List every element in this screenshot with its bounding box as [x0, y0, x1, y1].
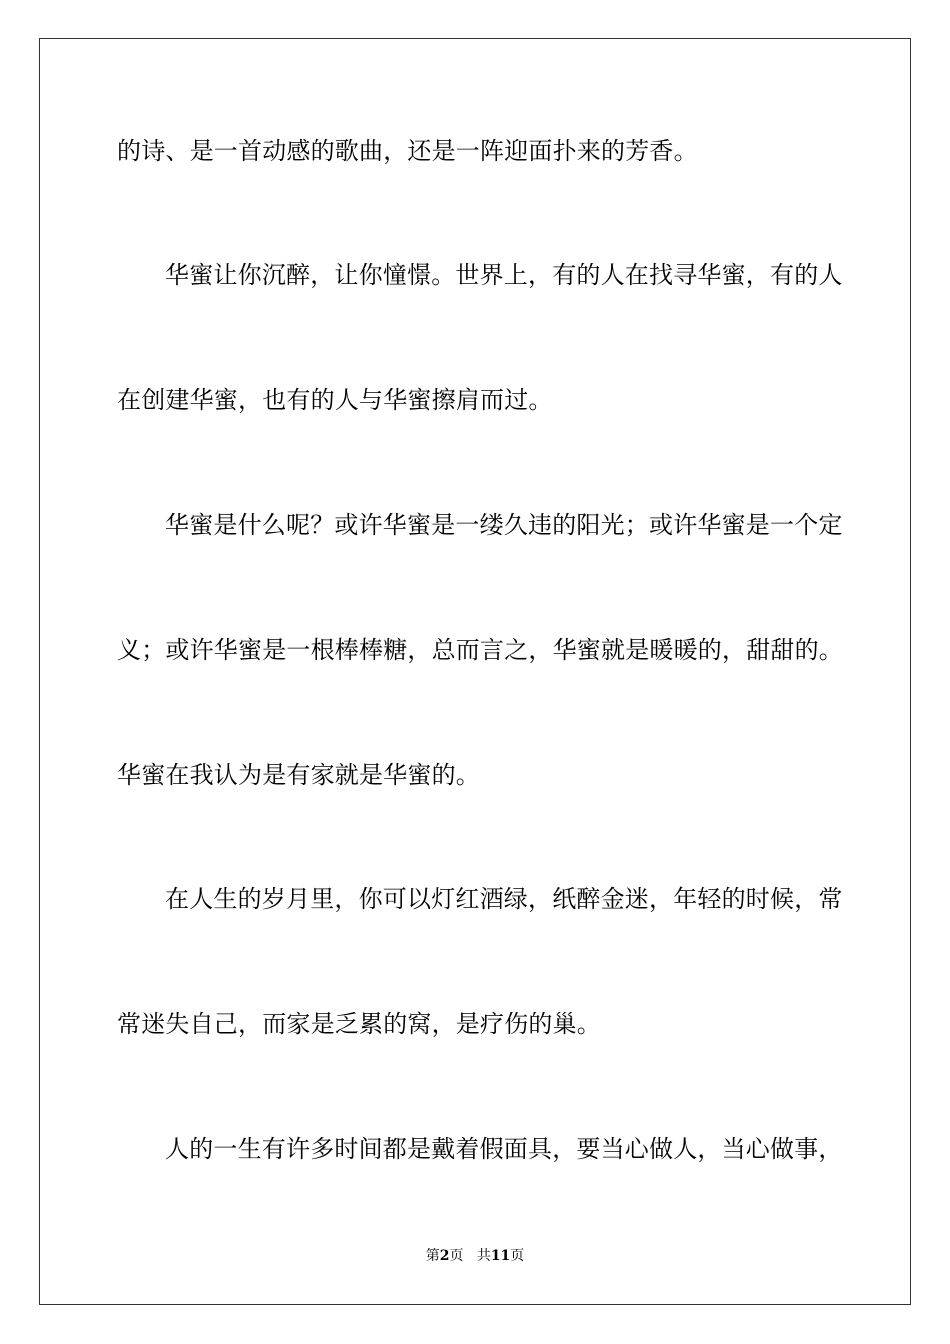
total-pages: 11: [490, 1248, 511, 1264]
page-suffix: 页: [449, 1248, 464, 1264]
text-line-1: 的诗、是一首动感的歌曲，还是一阵迎面扑来的芳香。: [117, 137, 698, 165]
text-line-2: 华蜜让你沉醉，让你憧憬。世界上，有的人在找寻华蜜，有的人: [165, 261, 843, 289]
page-prefix: 第: [425, 1248, 440, 1264]
text-line-5: 义；或许华蜜是一根棒棒糖，总而言之，华蜜就是暖暖的，甜甜的。: [117, 636, 843, 664]
page-number: 2: [439, 1248, 450, 1264]
text-line-8: 常迷失自己，而家是乏累的窝，是疗伤的巢。: [117, 1010, 601, 1038]
text-line-9: 人的一生有许多时间都是戴着假面具，要当心做人，当心做事，: [165, 1135, 843, 1163]
total-prefix: 共: [476, 1248, 491, 1264]
text-line-6: 华蜜在我认为是有家就是华蜜的。: [117, 761, 480, 789]
page-border: [39, 38, 911, 1305]
text-line-4: 华蜜是什么呢？或许华蜜是一缕久违的阳光；或许华蜜是一个定: [165, 511, 843, 539]
text-line-7: 在人生的岁月里，你可以灯红酒绿，纸醉金迷，年轻的时候，常: [165, 885, 843, 913]
page-footer: [0, 1248, 950, 1264]
text-line-3: 在创建华蜜，也有的人与华蜜擦肩而过。: [117, 386, 553, 414]
total-suffix: 页: [510, 1248, 525, 1264]
